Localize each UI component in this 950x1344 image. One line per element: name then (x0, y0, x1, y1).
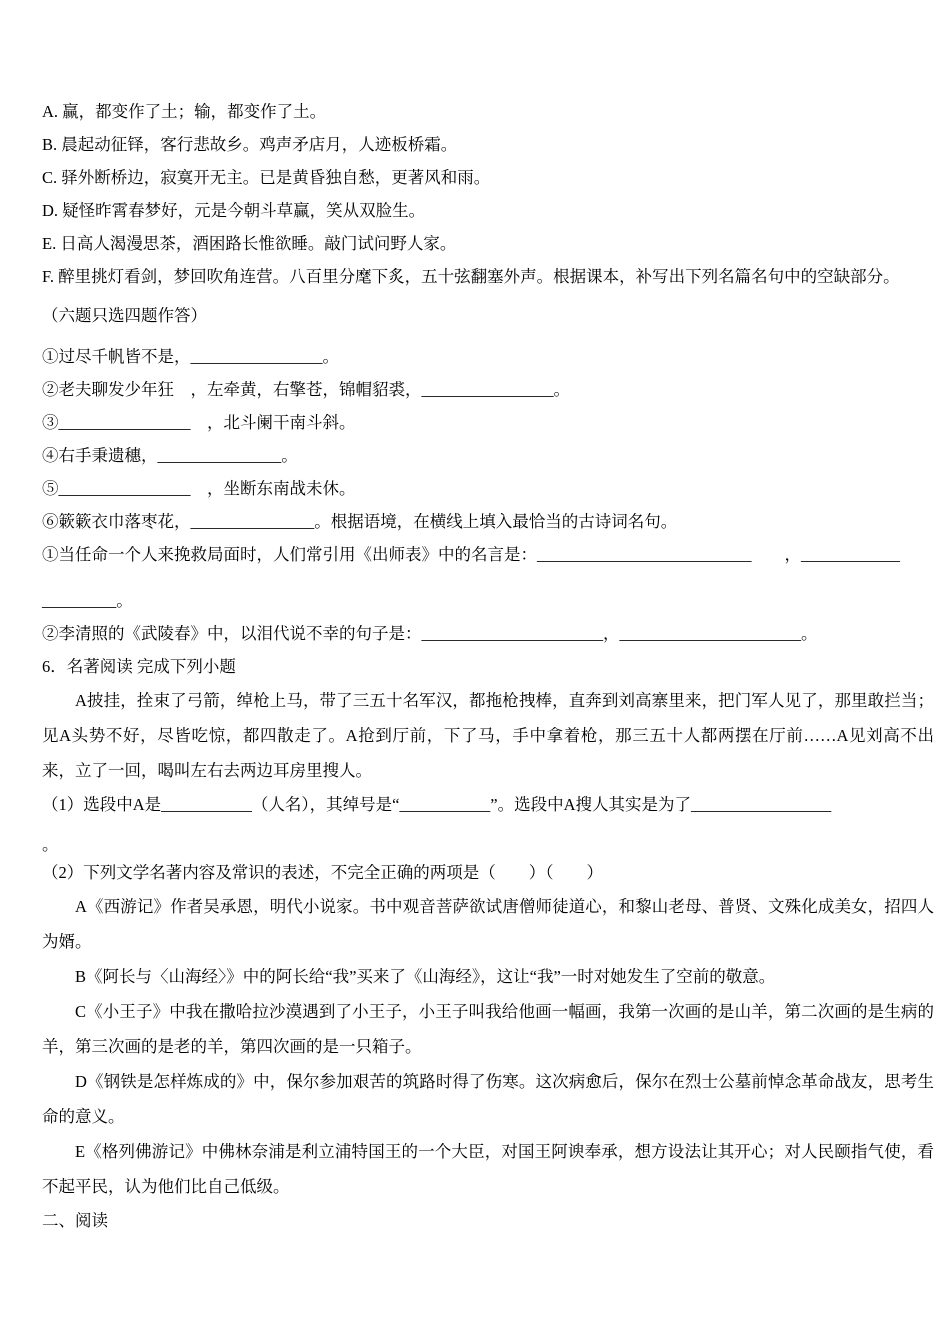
option-line-c: C. 驿外断桥边，寂寞开无主。已是黄昏独自愁，更著风和雨。 (42, 168, 491, 187)
fill-blank-item-1: ①过尽千帆皆不是，________________。 (42, 347, 339, 366)
fill-blank-item-6: ⑥簌簌衣巾落枣花，_______________。根据语境，在横线上填入最恰当的古诗词名句。 (42, 512, 678, 531)
question-6-sub2: （2）下列文学名著内容及常识的表述，不完全正确的两项是（ ）（ ） (42, 863, 603, 882)
option-line-d: D. 疑怪昨霄春梦好，元是今朝斗草赢，笑从双脸生。 (42, 201, 426, 220)
question-6-passage: A披挂，拴束了弓箭，绰枪上马，带了三五十名军汉，都拖枪拽棒，直奔到刘高寨里来，把门军人见了，那里敢拦当；见A头势不好，尽皆吃惊，都四散走了。A抢到厅前，下了马，手中拿着枪，那三五十人都两摆在厅前……A见刘高不出来，立了一回，喝叫左右去两边耳房里搜人。 (42, 691, 934, 780)
option-line-b: B. 晨起动征铎，客行悲故乡。鸡声矛店月，人迹板桥霜。 (42, 135, 458, 154)
context-quote-item-1-line-1: ①当任命一个人来挽救局面时，人们常引用《出师表》中的名言是：__________________________ ，____________ (42, 545, 900, 564)
statement-c-little-prince: C《小王子》中我在撒哈拉沙漠遇到了小王子，小王子叫我给他画一幅画，我第一次画的是山羊，第二次画的是生病的羊，第三次画的是老的羊，第四次画的是一只箱子。 (42, 1002, 934, 1056)
fill-blank-item-5: ⑤________________ ，坐断东南战未休。 (42, 479, 356, 498)
fill-blank-item-2: ②老夫聊发少年狂 ，左牵黄，右擎苍，锦帽貂裘，________________。 (42, 380, 570, 399)
option-line-a: A. 赢，都变作了土；输，都变作了土。 (42, 102, 327, 121)
option-line-f: F. 醉里挑灯看剑，梦回吹角连营。八百里分麾下炙，五十弦翻塞外声。根据课本，补写出下列名篇名句中的空缺部分。 (42, 267, 900, 286)
context-quote-item-1-line-2: _________。 (42, 591, 133, 610)
question-6-heading: 6．名著阅读 完成下列小题 (42, 657, 236, 676)
context-quote-item-2: ②李清照的《武陵春》中，以泪代说不幸的句子是：______________________，______________________。 (42, 624, 818, 643)
statement-e-gulliver: E《格列佛游记》中佛林奈浦是利立浦特国王的一个大臣，对国王阿谀奉承，想方设法让其开心；对人民颐指气使，看不起平民，认为他们比自己低级。 (42, 1142, 934, 1196)
fill-blank-item-4: ④右手秉遗穗，_______________。 (42, 446, 298, 465)
statement-d-steel: D《钢铁是怎样炼成的》中，保尔参加艰苦的筑路时得了伤寒。这次病愈后，保尔在烈士公墓前悼念革命战友，思考生命的意义。 (42, 1072, 934, 1126)
statement-b-achang: B《阿长与〈山海经〉》中的阿长给“我”买来了《山海经》，这让“我”一时对她发生了空前的敬意。 (75, 967, 776, 986)
fill-blank-section (42, 340, 934, 650)
section-2-heading: 二、阅读 (42, 1211, 108, 1230)
answer-instruction-note: （六题只选四题作答） (42, 306, 207, 325)
fill-blank-item-3: ③________________ ，北斗阑干南斗斜。 (42, 413, 356, 432)
question-6-sub1: （1）选段中A是___________（人名），其绰号是“___________”。选段中A搜人其实是为了_________________ (42, 795, 832, 814)
statement-a-xiyouji: A《西游记》作者吴承恩，明代小说家。书中观音菩萨欲试唐僧师徒道心，和黎山老母、普贤、文殊化成美女，招四人为婿。 (42, 897, 934, 951)
question-6 (42, 650, 934, 1204)
question-6-sub1-trailing-period: 。 (42, 835, 59, 854)
option-line-e: E. 日高人渴漫思茶，酒困路长惟欲睡。敲门试问野人家。 (42, 234, 457, 253)
